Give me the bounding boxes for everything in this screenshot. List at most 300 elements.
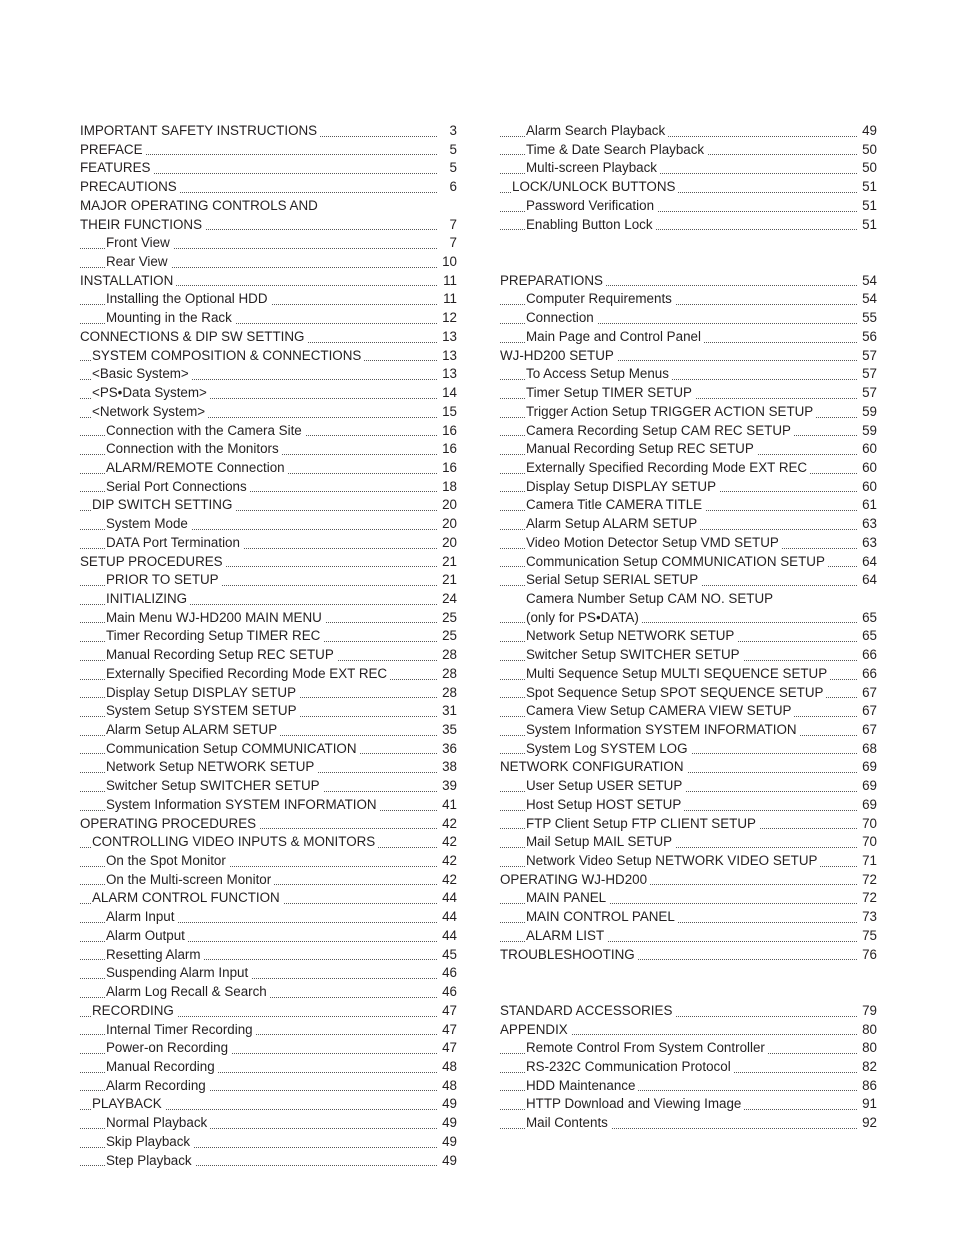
toc-entry-page-number: 71 [857,852,877,871]
toc-entry-title: Mail Contents [526,1115,611,1130]
toc-entry-title: Alarm Recording [106,1078,209,1093]
toc-entry-title: Alarm Search Playback [526,123,668,138]
toc-entry-page-number: 73 [857,908,877,927]
toc-entry-title: Manual Recording Setup REC SETUP [526,441,757,456]
toc-entry[interactable] [500,496,877,515]
toc-entry-page-number: 64 [857,571,877,590]
toc-entry-title: DATA Port Termination [106,535,243,550]
toc-entry-page-number: 28 [437,646,457,665]
toc-entry-page-number: 11 [437,272,457,291]
toc-entry[interactable] [80,721,457,740]
toc-entry-page-number: 57 [857,347,877,366]
toc-entry[interactable] [80,347,457,366]
toc-entry-title: Remote Control From System Controller [526,1040,768,1055]
toc-entry[interactable] [80,927,457,946]
toc-entry-page-number: 59 [857,403,877,422]
toc-entry-title: PRECAUTIONS [80,179,180,194]
toc-entry-page-number: 63 [857,515,877,534]
toc-entry[interactable] [500,290,877,309]
toc-entry-title: System Information SYSTEM INFORMATION [526,722,800,737]
toc-entry-page-number: 60 [857,440,877,459]
toc-entry-page-number: 20 [437,534,457,553]
toc-entry[interactable] [80,1039,457,1058]
toc-entry[interactable] [80,553,457,572]
toc-entry[interactable] [80,852,457,871]
toc-entry-page-number: 25 [437,627,457,646]
toc-entry[interactable] [500,871,877,890]
toc-entry[interactable] [500,609,877,628]
toc-entry[interactable] [80,1133,457,1152]
toc-entry[interactable] [80,197,457,216]
toc-entry-page-number: 49 [437,1095,457,1114]
section-gap [500,234,877,253]
toc-entry-page-number: 28 [437,665,457,684]
toc-entry-page-number: 54 [857,290,877,309]
toc-entry[interactable] [80,1002,457,1021]
toc-entry[interactable] [80,478,457,497]
toc-entry[interactable] [80,871,457,890]
toc-entry-title: Timer Setup TIMER SETUP [526,385,695,400]
toc-entry[interactable] [80,702,457,721]
toc-entry-title: Network Setup NETWORK SETUP [526,628,737,643]
toc-entry[interactable] [500,478,877,497]
toc-entry-title: (only for PS•DATA) [526,610,642,625]
toc-entry[interactable] [500,684,877,703]
toc-entry-page-number: 60 [857,478,877,497]
toc-entry-page-number: 49 [437,1152,457,1171]
toc-entry-title: Camera Title CAMERA TITLE [526,497,705,512]
toc-entry-title: Alarm Log Recall & Search [106,984,270,999]
toc-entry-page-number: 47 [437,1039,457,1058]
toc-entry[interactable] [80,141,457,160]
toc-entry-title: Mounting in the Rack [106,310,235,325]
toc-entry-page-number: 41 [437,796,457,815]
toc-entry-page-number: 36 [437,740,457,759]
toc-entry-page-number: 20 [437,496,457,515]
toc-entry-title: CONTROLLING VIDEO INPUTS & MONITORS [92,834,378,849]
toc-entry[interactable] [500,590,877,609]
section-gap [500,253,877,272]
toc-entry-page-number: 5 [437,141,457,160]
toc-entry-title: Mail Setup MAIL SETUP [526,834,675,849]
toc-entry-title: Timer Recording Setup TIMER REC [106,628,323,643]
toc-entry-page-number: 60 [857,459,877,478]
toc-entry-page-number: 16 [437,459,457,478]
toc-entry-title: Internal Timer Recording [106,1022,256,1037]
toc-entry-page-number: 91 [857,1095,877,1114]
toc-entry[interactable] [500,141,877,160]
toc-entry-title: Front View [106,235,173,250]
toc-entry[interactable] [80,1095,457,1114]
toc-entry[interactable] [80,1152,457,1171]
toc-entry[interactable] [80,1077,457,1096]
toc-entry[interactable] [80,272,457,291]
toc-entry-page-number: 65 [857,627,877,646]
toc-entry-page-number: 65 [857,609,877,628]
toc-entry[interactable] [80,328,457,347]
toc-entry[interactable] [80,309,457,328]
toc-entry[interactable] [500,796,877,815]
toc-entry-title: Suspending Alarm Input [106,965,251,980]
toc-entry-page-number: 59 [857,422,877,441]
toc-entry[interactable] [500,646,877,665]
toc-entry[interactable] [500,889,877,908]
toc-entry-title: On the Multi-screen Monitor [106,872,274,887]
toc-entry[interactable] [500,815,877,834]
toc-entry-page-number: 44 [437,908,457,927]
toc-entry[interactable] [80,983,457,1002]
toc-entry[interactable] [500,534,877,553]
toc-entry-page-number: 7 [437,216,457,235]
toc-entry-title: Multi-screen Playback [526,160,660,175]
toc-entry-title: INITIALIZING [106,591,190,606]
toc-entry-page-number: 57 [857,365,877,384]
toc-entry-title: Network Video Setup NETWORK VIDEO SETUP [526,853,820,868]
toc-entry-page-number: 56 [857,328,877,347]
toc-entry-title: Step Playback [106,1153,195,1168]
toc-entry-page-number: 16 [437,422,457,441]
toc-entry-title: Camera Recording Setup CAM REC SETUP [526,423,794,438]
toc-entry-page-number: 57 [857,384,877,403]
toc-entry-page-number: 80 [857,1021,877,1040]
toc-entry[interactable] [500,1077,877,1096]
toc-entry[interactable] [80,571,457,590]
toc-entry-page-number: 70 [857,815,877,834]
toc-entry[interactable] [80,609,457,628]
toc-entry-title: NETWORK CONFIGURATION [500,759,687,774]
toc-entry-page-number: 63 [857,534,877,553]
toc-entry[interactable] [500,833,877,852]
toc-entry-page-number: 13 [437,347,457,366]
toc-entry[interactable] [80,122,457,141]
toc-entry[interactable] [80,908,457,927]
toc-entry-title: Switcher Setup SWITCHER SETUP [106,778,323,793]
toc-entry-title: <Basic System> [92,366,192,381]
toc-entry[interactable] [500,1058,877,1077]
toc-entry-page-number: 67 [857,721,877,740]
toc-entry-title: Spot Sequence Setup SPOT SEQUENCE SETUP [526,685,826,700]
toc-entry-page-number: 51 [857,197,877,216]
toc-entry-title: MAIN CONTROL PANEL [526,909,678,924]
toc-entry[interactable] [500,459,877,478]
toc-entry[interactable] [80,627,457,646]
toc-entry-title: Switcher Setup SWITCHER SETUP [526,647,743,662]
toc-entry-page-number: 25 [437,609,457,628]
toc-entry-title: Alarm Output [106,928,188,943]
toc-entry-page-number: 5 [437,159,457,178]
toc-entry-title: Multi Sequence Setup MULTI SEQUENCE SETUP [526,666,830,681]
toc-entry-page-number: 47 [437,1021,457,1040]
toc-entry[interactable] [500,515,877,534]
toc-entry-title: Connection with the Monitors [106,441,282,456]
toc-entry[interactable] [500,122,877,141]
toc-entry-title: Camera Number Setup CAM NO. SETUP [526,591,776,606]
toc-entry-title: ALARM LIST [526,928,607,943]
toc-entry-page-number: 46 [437,983,457,1002]
toc-entry-page-number: 69 [857,796,877,815]
toc-entry-title: Host Setup HOST SETUP [526,797,684,812]
toc-entry-page-number: 69 [857,758,877,777]
toc-entry-page-number: 42 [437,852,457,871]
toc-entry-title: Installing the Optional HDD [106,291,271,306]
toc-entry-title: Communication Setup COMMUNICATION [106,741,360,756]
toc-entry-page-number: 10 [437,253,457,272]
toc-entry[interactable] [500,927,877,946]
toc-entry-title: Externally Specified Recording Mode EXT REC [526,460,810,475]
toc-entry[interactable] [80,833,457,852]
toc-entry-page-number: 45 [437,946,457,965]
toc-entry-title: Trigger Action Setup TRIGGER ACTION SETUP [526,404,816,419]
toc-entry-title: FEATURES [80,160,153,175]
toc-entry[interactable] [80,534,457,553]
toc-entry-title: APPENDIX [500,1022,571,1037]
toc-entry-page-number: 86 [857,1077,877,1096]
toc-entry[interactable] [500,197,877,216]
toc-entry[interactable] [80,159,457,178]
toc-entry-page-number: 55 [857,309,877,328]
toc-entry-page-number: 42 [437,833,457,852]
toc-entry-title: Rear View [106,254,171,269]
toc-entry-title: INSTALLATION [80,273,176,288]
toc-entry[interactable] [500,328,877,347]
toc-entry[interactable] [80,815,457,834]
toc-entry-title: System Log SYSTEM LOG [526,741,691,756]
toc-entry[interactable] [500,159,877,178]
toc-entry-page-number: 13 [437,328,457,347]
toc-entry-title: Display Setup DISPLAY SETUP [526,479,719,494]
toc-entry[interactable] [500,347,877,366]
toc-entry-title: DIP SWITCH SETTING [92,497,235,512]
toc-entry-title: RECORDING [92,1003,177,1018]
toc-entry-title: Alarm Input [106,909,177,924]
toc-entry[interactable] [500,777,877,796]
toc-entry[interactable] [500,721,877,740]
toc-entry-page-number: 21 [437,553,457,572]
toc-entry-title: Externally Specified Recording Mode EXT REC [106,666,390,681]
toc-entry-title: To Access Setup Menus [526,366,672,381]
toc-entry-title: System Information SYSTEM INFORMATION [106,797,380,812]
toc-entry[interactable] [80,1058,457,1077]
toc-entry[interactable] [80,515,457,534]
toc-entry[interactable] [80,178,457,197]
toc-entry[interactable] [500,946,877,965]
toc-entry-page-number: 28 [437,684,457,703]
toc-entry[interactable] [500,365,877,384]
toc-entry-page-number: 39 [437,777,457,796]
toc-entry[interactable] [80,403,457,422]
toc-entry-title: Alarm Setup ALARM SETUP [526,516,700,531]
toc-entry-title: TROUBLESHOOTING [500,947,638,962]
toc-entry-page-number: 76 [857,946,877,965]
toc-entry[interactable] [500,571,877,590]
toc-entry[interactable] [80,646,457,665]
toc-entry[interactable] [500,758,877,777]
toc-entry-title: Main Page and Control Panel [526,329,704,344]
toc-entry-title: HTTP Download and Viewing Image [526,1096,744,1111]
toc-entry-page-number: 49 [437,1114,457,1133]
toc-entry-title: Camera View Setup CAMERA VIEW SETUP [526,703,794,718]
toc-entry[interactable] [500,852,877,871]
toc-entry[interactable] [80,740,457,759]
toc-entry-title: LOCK/UNLOCK BUTTONS [512,179,678,194]
toc-entry[interactable] [80,1114,457,1133]
toc-entry[interactable] [80,889,457,908]
toc-entry-title: Main Menu WJ-HD200 MAIN MENU [106,610,325,625]
toc-entry-title: <PS•Data System> [92,385,210,400]
toc-entry-page-number: 11 [437,290,457,309]
toc-entry-page-number: 54 [857,272,877,291]
toc-entry-title: <Network System> [92,404,208,419]
toc-entry-page-number: 69 [857,777,877,796]
toc-entry-title: System Setup SYSTEM SETUP [106,703,300,718]
toc-entry-title: ALARM CONTROL FUNCTION [92,890,283,905]
toc-entry[interactable] [500,403,877,422]
toc-entry-title: HDD Maintenance [526,1078,638,1093]
toc-entry-title: PRIOR TO SETUP [106,572,222,587]
toc-entry[interactable] [500,178,877,197]
toc-entry-title: On the Spot Monitor [106,853,229,868]
toc-entry-page-number: 80 [857,1039,877,1058]
toc-entry[interactable] [500,216,877,235]
toc-entry[interactable] [80,440,457,459]
toc-entry[interactable] [80,422,457,441]
toc-entry-page-number: 35 [437,721,457,740]
toc-entry-page-number: 92 [857,1114,877,1133]
toc-entry[interactable] [500,272,877,291]
toc-entry-page-number: 75 [857,927,877,946]
toc-left-column [80,122,457,1170]
toc-entry[interactable] [500,440,877,459]
toc-entry-page-number: 49 [437,1133,457,1152]
toc-entry[interactable] [80,1021,457,1040]
toc-entry-page-number: 66 [857,646,877,665]
toc-entry-page-number: 48 [437,1077,457,1096]
toc-entry-title: MAJOR OPERATING CONTROLS AND [80,198,321,213]
toc-entry[interactable] [500,384,877,403]
toc-entry[interactable] [80,964,457,983]
toc-entry[interactable] [80,777,457,796]
toc-entry[interactable] [80,290,457,309]
toc-entry[interactable] [80,496,457,515]
toc-entry-page-number: 46 [437,964,457,983]
toc-entry-page-number: 51 [857,216,877,235]
toc-entry-title: SETUP PROCEDURES [80,554,226,569]
toc-entry[interactable] [80,796,457,815]
toc-right-column [500,122,877,1133]
toc-entry-page-number: 21 [437,571,457,590]
toc-entry-title: Normal Playback [106,1115,210,1130]
toc-entry-title: PREFACE [80,142,146,157]
toc-entry-title: THEIR FUNCTIONS [80,217,205,232]
toc-entry-page-number: 72 [857,889,877,908]
toc-entry[interactable] [500,553,877,572]
toc-entry-title: Manual Recording Setup REC SETUP [106,647,337,662]
toc-entry[interactable] [500,665,877,684]
toc-entry-title: Serial Setup SERIAL SETUP [526,572,701,587]
toc-entry-title: Resetting Alarm [106,947,204,962]
toc-entry-page-number: 42 [437,871,457,890]
toc-entry-title: Time & Date Search Playback [526,142,707,157]
toc-entry[interactable] [80,234,457,253]
toc-entry-page-number: 14 [437,384,457,403]
toc-entry-page-number: 20 [437,515,457,534]
toc-entry-page-number: 6 [437,178,457,197]
toc-entry-page-number: 16 [437,440,457,459]
toc-entry[interactable] [500,1095,877,1114]
toc-entry[interactable] [80,590,457,609]
toc-entry-title: Power-on Recording [106,1040,231,1055]
toc-entry-title: User Setup USER SETUP [526,778,685,793]
toc-entry-page-number: 64 [857,553,877,572]
toc-entry-title: Computer Requirements [526,291,675,306]
toc-entry[interactable] [500,740,877,759]
toc-entry-title: Display Setup DISPLAY SETUP [106,685,299,700]
toc-entry[interactable] [80,384,457,403]
toc-entry-title: MAIN PANEL [526,890,609,905]
toc-entry-title: Network Setup NETWORK SETUP [106,759,317,774]
toc-entry-title: Connection with the Camera Site [106,423,305,438]
toc-entry-page-number: 7 [437,234,457,253]
toc-entry-title: Enabling Button Lock [526,217,656,232]
toc-entry[interactable] [80,758,457,777]
toc-entry-title: RS-232C Communication Protocol [526,1059,734,1074]
toc-entry-page-number: 72 [857,871,877,890]
toc-entry-title: OPERATING PROCEDURES [80,816,259,831]
toc-entry[interactable] [500,908,877,927]
toc-entry[interactable] [500,1114,877,1133]
toc-entry[interactable] [80,665,457,684]
toc-entry-title: Password Verification [526,198,657,213]
toc-entry-page-number: 13 [437,365,457,384]
toc-entry[interactable] [500,1021,877,1040]
toc-entry-page-number: 50 [857,141,877,160]
toc-entry-page-number: 3 [437,122,457,141]
toc-entry[interactable] [80,216,457,235]
toc-entry-page-number: 12 [437,309,457,328]
toc-entry[interactable] [80,459,457,478]
toc-entry-page-number: 67 [857,702,877,721]
toc-entry-page-number: 42 [437,815,457,834]
toc-entry-page-number: 67 [857,684,877,703]
toc-entry[interactable] [500,1039,877,1058]
toc-entry[interactable] [80,946,457,965]
toc-entry-page-number: 47 [437,1002,457,1021]
toc-entry[interactable] [500,702,877,721]
toc-entry-title: Skip Playback [106,1134,193,1149]
toc-entry-title: STANDARD ACCESSORIES [500,1003,675,1018]
toc-entry-page-number: 61 [857,496,877,515]
toc-entry[interactable] [500,309,877,328]
toc-entry-title: Communication Setup COMMUNICATION SETUP [526,554,828,569]
toc-entry[interactable] [500,422,877,441]
toc-entry[interactable] [80,253,457,272]
toc-entry[interactable] [80,365,457,384]
toc-entry-page-number: 49 [857,122,877,141]
toc-entry-page-number: 51 [857,178,877,197]
toc-entry[interactable] [500,1002,877,1021]
toc-entry[interactable] [80,684,457,703]
toc-entry-title: OPERATING WJ-HD200 [500,872,650,887]
toc-entry-title: System Mode [106,516,191,531]
toc-entry-page-number: 44 [437,927,457,946]
toc-entry-title: Alarm Setup ALARM SETUP [106,722,280,737]
toc-entry-title: FTP Client Setup FTP CLIENT SETUP [526,816,759,831]
toc-entry-page-number: 38 [437,758,457,777]
toc-entry-page-number: 66 [857,665,877,684]
toc-entry[interactable] [500,627,877,646]
toc-entry-page-number: 79 [857,1002,877,1021]
toc-entry-page-number: 70 [857,833,877,852]
